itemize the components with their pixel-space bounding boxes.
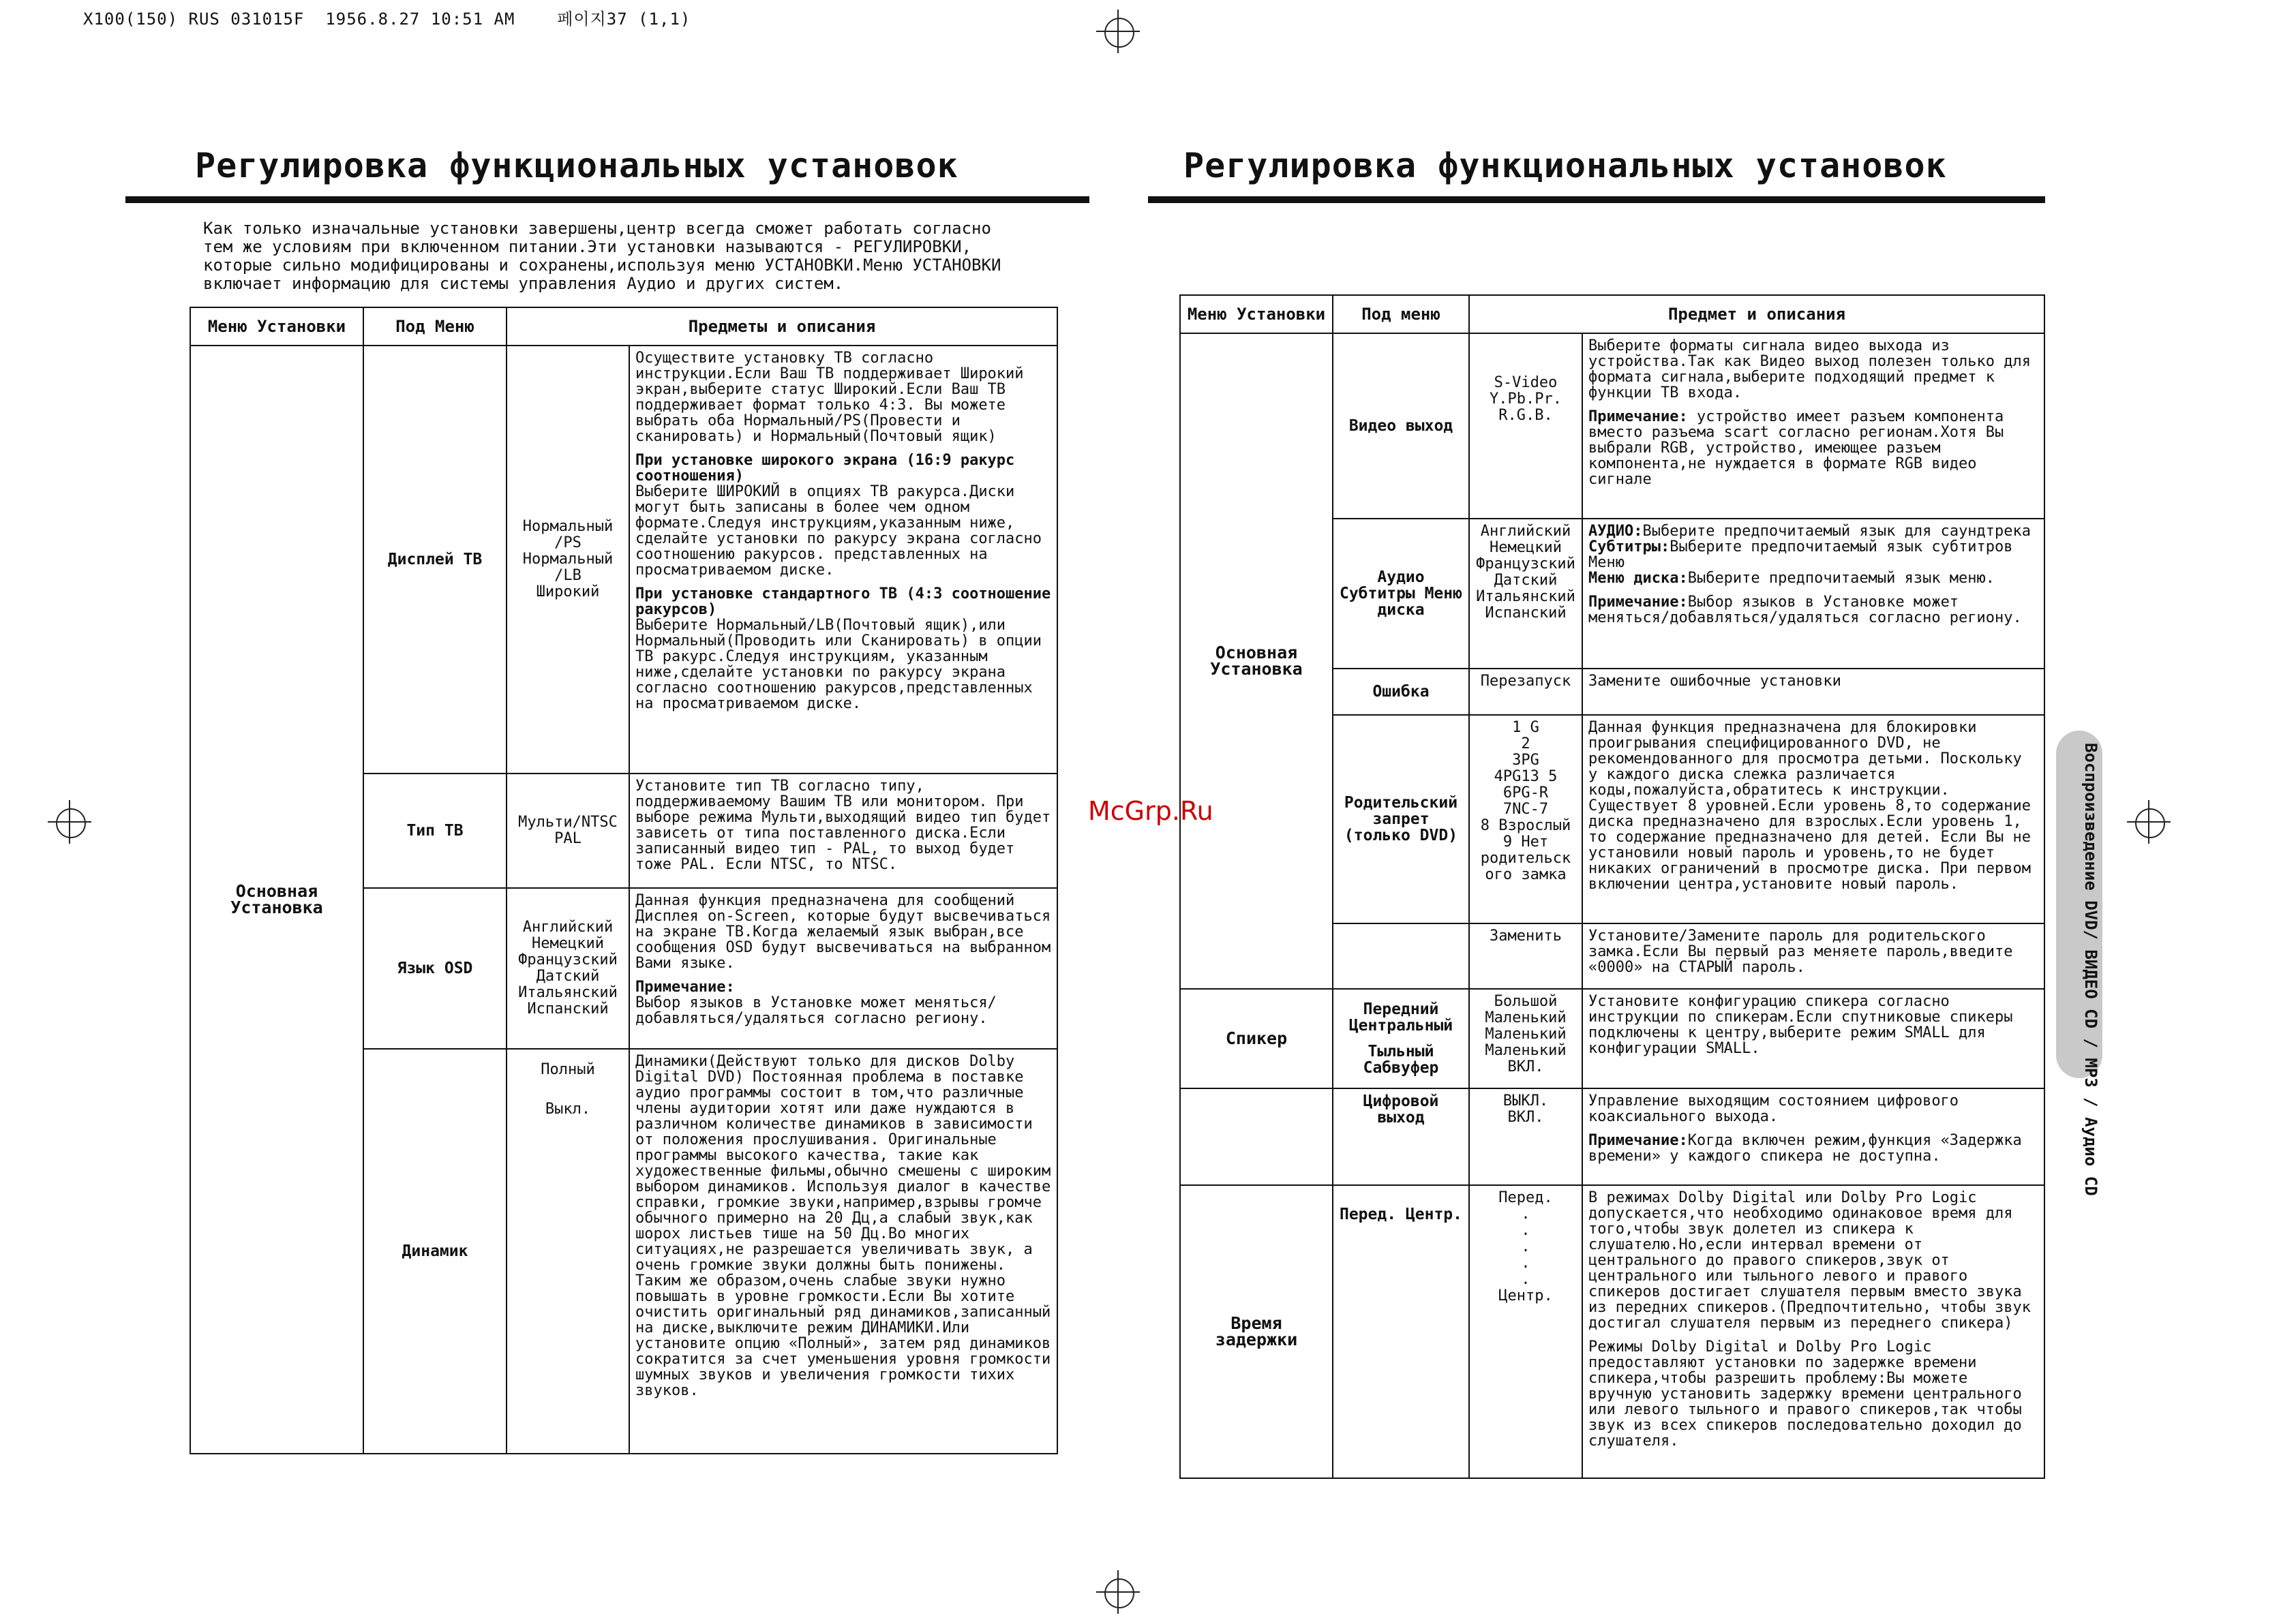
description-text: Выбор языков в Установке может меняться/добавляться/удаляться согласно региону. bbox=[1588, 594, 2022, 626]
description-text: Управление выходящим состоянием цифрового коаксиального выхода. bbox=[1588, 1092, 1959, 1125]
menu-cell: Время задержки bbox=[1180, 1185, 1333, 1478]
description-cell: Установите конфигурацию спикера согласно инструкции по спикерам.Если спутниковые спикеры подключены к центру,выберите режим SMALL для конфигурации SMALL. bbox=[1582, 989, 2044, 1088]
option-value: Маленький bbox=[1485, 1026, 1567, 1043]
description-cell bbox=[1582, 333, 2044, 519]
description-cell: Замените ошибочные установки bbox=[1582, 669, 2044, 715]
col-header-description: Предмет и описания bbox=[1469, 295, 2044, 333]
options-cell: Перезапуск bbox=[1469, 669, 1582, 715]
option-value: S-Video bbox=[1494, 374, 1558, 391]
option-value: Французский bbox=[1476, 555, 1575, 572]
option-value: PAL bbox=[554, 830, 581, 847]
option-value: Большой bbox=[1494, 993, 1558, 1010]
left-title-rule bbox=[125, 196, 1089, 203]
option-value: . bbox=[1521, 1206, 1530, 1223]
description-heading: Субтитры: bbox=[1588, 538, 1670, 555]
description-text: Выберите предпочитаемый язык меню. bbox=[1687, 570, 1995, 587]
option-value: Маленький bbox=[1485, 1042, 1567, 1059]
submenu-cell: Язык OSD bbox=[363, 888, 507, 1049]
left-page-title: Регулировка функциональных установок bbox=[195, 146, 958, 185]
col-header-submenu: Под Меню bbox=[363, 307, 507, 346]
description-text: Осуществите установку ТВ согласно инструкции.Если Ваш ТВ поддерживает Широкий экран,выберите статус Широкий.Если Ваш ТВ поддерживает формат только 4:3. Вы можете выбрать оба Нормальный/PS(Провести и сканировать) и Нормальный(Почтовый ящик) bbox=[635, 350, 1024, 445]
option-value: R.G.B. bbox=[1498, 407, 1553, 424]
submenu-cell bbox=[1333, 923, 1469, 989]
left-settings-table bbox=[190, 307, 1058, 1454]
right-title-rule bbox=[1148, 196, 2045, 203]
option-value: Немецкий bbox=[532, 935, 604, 952]
description-heading: АУДИО: bbox=[1588, 523, 1643, 540]
options-cell bbox=[507, 1049, 629, 1454]
option-spacer bbox=[513, 1078, 623, 1101]
submenu-label: Тыльный Сабвуфер bbox=[1363, 1043, 1439, 1077]
options-cell bbox=[1469, 1185, 1582, 1478]
submenu-cell: Цифровой выход bbox=[1333, 1088, 1469, 1185]
description-cell bbox=[1582, 519, 2044, 669]
intro-line: которые сильно модифицированы и сохранены,используя меню УСТАНОВКИ.Меню УСТАНОВКИ bbox=[203, 256, 1001, 275]
table-row bbox=[1180, 1088, 2044, 1185]
option-value: Итальянский bbox=[1476, 588, 1575, 605]
option-value: родительск bbox=[1480, 850, 1571, 867]
option-value: ого замка bbox=[1485, 866, 1567, 883]
description-text: Установите тип ТВ согласно типу, поддерживаемому Вашим ТВ или монитором. При выборе режима Мульти,выходящий видео тип будет зависеть от типа поставленного диска.Если записанный видео тип - PAL, то выход будет тоже PAL. Если NTSC, то NTSC. bbox=[635, 778, 1051, 873]
right-settings-table bbox=[1179, 294, 2045, 1479]
col-header-submenu: Под меню bbox=[1333, 295, 1469, 333]
print-header: X100(150) RUS 031015F 1956.8.27 10:51 AM 페이지37 (1,1) bbox=[83, 10, 691, 29]
description-heading: При установке широкого экрана (16:9 ракурс соотношения) bbox=[635, 452, 1015, 485]
options-cell bbox=[507, 888, 629, 1049]
option-value: Центр. bbox=[1498, 1287, 1553, 1304]
submenu-cell: Тип ТВ bbox=[363, 774, 507, 888]
submenu-cell: Видео выход bbox=[1333, 333, 1469, 519]
watermark: McGrp.Ru bbox=[1088, 796, 1213, 826]
options-cell bbox=[1469, 333, 1582, 519]
right-page-title: Регулировка функциональных установок bbox=[1183, 146, 1947, 185]
options-cell bbox=[1469, 989, 1582, 1088]
table-row bbox=[1180, 989, 2044, 1088]
description-text: Режимы Dolby Digital и Dolby Pro Logic предоставляют установки по задержке времени спикера,чтобы разрешить проблему:Вы можете вручную установить задержку времени центрального или левого тыльного и правого спикеров,так чтобы звук из всех спикеров последовательно доходил до слушателя. bbox=[1588, 1338, 2022, 1450]
option-value: Перед. bbox=[1498, 1189, 1553, 1206]
option-value: Испанский bbox=[527, 1000, 609, 1017]
option-value: 7NC-7 bbox=[1502, 801, 1549, 818]
description-cell bbox=[629, 774, 1057, 888]
intro-line: Как только изначальные установки завершены,центр всегда сможет работать согласно bbox=[203, 219, 991, 238]
option-value: 8 Взрослый bbox=[1480, 817, 1571, 834]
option-value: . bbox=[1521, 1255, 1530, 1272]
option-value: . bbox=[1521, 1238, 1530, 1255]
menu-cell: Основная Установка bbox=[190, 346, 363, 1454]
options-cell bbox=[1469, 1088, 1582, 1185]
option-value: ВКЛ. bbox=[1507, 1109, 1544, 1126]
intro-line: тем же условиям при включенном питании.Эти установки называются - РЕГУЛИРОВКИ, bbox=[203, 237, 972, 256]
option-value: ВКЛ. bbox=[1507, 1058, 1544, 1075]
section-side-tab bbox=[2056, 731, 2102, 1196]
option-value: 9 Нет bbox=[1502, 833, 1549, 851]
option-value: 6PG-R bbox=[1502, 784, 1549, 801]
option-value: 4PG13 5 bbox=[1494, 768, 1558, 785]
registration-mark-left bbox=[48, 800, 91, 844]
options-cell bbox=[507, 346, 629, 774]
submenu-cell: Динамик bbox=[363, 1049, 507, 1454]
menu-cell: Спикер bbox=[1180, 989, 1333, 1088]
description-text: Когда включен режим,функция «Задержка времени» у каждого спикера не доступна. bbox=[1588, 1132, 2022, 1165]
option-value: ВЫКЛ. bbox=[1502, 1092, 1549, 1110]
description-text: В режимах Dolby Digital или Dolby Pro Logic допускается,что необходимо одинаковое время для того,чтобы звук долетел из спикера к слушателю.Но,если интервал времени от центрального до правого спикеров,звук от центрального или тыльного левого и правого спикеров достигает слушателя первым вместо звука из передних спикеров.(Предпочтительно, чтобы звук достигал слушателя первым из переднего спикера) bbox=[1588, 1189, 2031, 1332]
description-text: устройство имеет разъем компонента вместо разъема scart согласно регионам.Хотя Вы выбрали RGB, устройство, имеющее разъем компонента,не нуждается в формате RGB видео сигнале bbox=[1588, 408, 2004, 488]
col-header-description: Предметы и описания bbox=[507, 307, 1057, 346]
option-value: 3PG bbox=[1512, 752, 1539, 769]
option-value: /PS bbox=[554, 534, 581, 551]
options-cell bbox=[1469, 519, 1582, 669]
registration-mark-right bbox=[2127, 800, 2171, 844]
table-row bbox=[190, 346, 1057, 774]
option-value: Итальянский bbox=[518, 984, 618, 1001]
description-cell: Установите/Замените пароль для родительского замка.Если Вы первый раз меняете пароль,введите «0000» на СТАРЫЙ пароль. bbox=[1582, 923, 2044, 989]
description-text: Выберите ШИРОКИЙ в опциях ТВ ракурса.Диски могут быть записаны в более чем одном формате.Следуя инструкциям,указанным ниже, сделайте установки по ракурсу экрана согласно соотношению ракурсов. представленных на просматриваемом диске. bbox=[635, 483, 1042, 579]
registration-mark-bottom bbox=[1096, 1570, 1140, 1614]
option-value: 2 bbox=[1521, 735, 1530, 752]
option-value: Нормальный bbox=[522, 551, 614, 568]
submenu-label: Передний Центральный bbox=[1348, 1000, 1453, 1035]
description-cell bbox=[629, 1049, 1057, 1454]
side-tab-label: Воспроизведение DVD/ ВИДЕО CD / MP3 / Аудио CD bbox=[2081, 743, 2100, 1196]
menu-cell-empty bbox=[1180, 1088, 1333, 1185]
option-value: Датский bbox=[536, 968, 600, 985]
option-value: Мульти/NTSC bbox=[518, 814, 618, 831]
option-value: Английский bbox=[1480, 523, 1571, 540]
description-text: Данная функция предназначена для сообщений Дисплея on-Screen, которые будут высвечиваться на экране ТВ.Когда желаемый язык выбран,все сообщения OSD будут высвечиваться на выбранном Вами языке. bbox=[635, 892, 1051, 972]
option-value: Маленький bbox=[1485, 1009, 1567, 1026]
options-cell bbox=[1469, 715, 1582, 923]
option-value: . bbox=[1521, 1271, 1530, 1288]
option-value: Испанский bbox=[1485, 605, 1567, 622]
intro-paragraph bbox=[203, 219, 1048, 293]
option-value: Выкл. bbox=[545, 1101, 591, 1118]
menu-cell: Основная Установка bbox=[1180, 333, 1333, 989]
table-row bbox=[1180, 1185, 2044, 1478]
description-text: Выберите Нормальный/LB(Почтовый ящик),или Нормальный(Проводить или Сканировать) в опции ТВ ракурс.Следуя инструкциям, указанным ниже,сделайте установки по ракурсу экрана согласно соотношению ракурсов,представленных на просматриваемом диске. bbox=[635, 617, 1042, 712]
option-value: Французский bbox=[518, 951, 618, 968]
description-cell bbox=[629, 346, 1057, 774]
description-cell bbox=[629, 888, 1057, 1049]
note-label: Примечание: bbox=[1588, 1132, 1688, 1149]
col-header-menu: Меню Установки bbox=[190, 307, 363, 346]
submenu-cell: Перед. Центр. bbox=[1333, 1185, 1469, 1478]
intro-line: включает информацию для системы управления Аудио и других систем. bbox=[203, 274, 844, 293]
note-label: Примечание: bbox=[635, 979, 735, 996]
option-value: Нормальный bbox=[522, 518, 614, 535]
description-heading: Меню диска: bbox=[1588, 570, 1688, 587]
option-value: . bbox=[1521, 1222, 1530, 1239]
option-value: Широкий bbox=[536, 583, 600, 600]
submenu-cell bbox=[1333, 989, 1469, 1088]
description-cell bbox=[1582, 1185, 2044, 1478]
option-value: Датский bbox=[1494, 572, 1558, 589]
option-value: Английский bbox=[522, 919, 614, 936]
option-value: Немецкий bbox=[1490, 539, 1562, 556]
option-value: 1 G bbox=[1512, 719, 1539, 736]
description-text: Выбор языков в Установке может меняться/ добавляться/удаляться согласно региону. bbox=[635, 994, 997, 1027]
submenu-cell: Аудио Субтитры Меню диска bbox=[1333, 519, 1469, 669]
description-text: Выберите форматы сигнала видео выхода из устройства.Так как Видео выход полезен только для формата сигнала,выберите подходящий предмет к функции ТВ входа. bbox=[1588, 337, 2031, 401]
description-text: Выберите предпочитаемый язык субтитров Меню bbox=[1588, 538, 2013, 571]
description-cell: Данная функция предназначена для блокировки проигрывания специфицированного DVD, не рекомендованного для просмотра детьми. Поскольку у каждого диска слежка различается коды,пожалуйста,обратитесь к инструкции. Существует 8 уровней.Если уровень 8,то содержание диска предназначено для взрослых.Если уровень 1, то содержание предназначено для детей. Если Вы не установили новый пароль и уровень,то не будет никаких ограничений в просмотре диска. При первом включении центра,установите новый пароль. bbox=[1582, 715, 2044, 923]
registration-mark-top bbox=[1096, 10, 1140, 53]
options-cell: Заменить bbox=[1469, 923, 1582, 989]
options-cell bbox=[507, 774, 629, 888]
submenu-cell: Ошибка bbox=[1333, 669, 1469, 715]
option-value: Полный bbox=[541, 1061, 595, 1078]
description-text: Динамики(Действуют только для дисков Dolby Digital DVD) Постоянная проблема в поставке аудио программы состоит в том,что различные члены аудитории хотят или даже нуждаются в различном количестве динамиков в зависимости от положения прослушивания. Оригинальные программы высокого качества, такие как художественные фильмы,обычно смешены с широким выбором динамиков. Используя диалог в качестве справки, громкие звуки,например,взрывы громче обычного примерно на 20 Дц,а слабый звук,как шорох листьев тише на 50 Дц.Во многих ситуациях,не разрешается увеличивать звук, а очень громкие звуки должны быть понижены. Таким же образом,очень слабые звуки нужно повышать в уровне громкости.Если Вы хотите очистить оригинальный ряд динамиков,записанный на диске,выключите режим ДИНАМИКИ.Или установите опцию «Полный», затем ряд динамиков сократится за счет уменьшения уровня громкости шумных звуков и увеличения громкости тихих звуков. bbox=[635, 1053, 1051, 1399]
option-value: /LB bbox=[554, 567, 581, 584]
table-row bbox=[1180, 333, 2044, 519]
description-cell bbox=[1582, 1088, 2044, 1185]
submenu-cell: Родительский запрет (только DVD) bbox=[1333, 715, 1469, 923]
submenu-cell: Дисплей ТВ bbox=[363, 346, 507, 774]
note-label: Примечание: bbox=[1588, 594, 1688, 611]
note-label: Примечание: bbox=[1588, 408, 1688, 425]
option-value: Y.Pb.Pr. bbox=[1490, 391, 1562, 408]
col-header-menu: Меню Установки bbox=[1180, 295, 1333, 333]
description-heading: При установке стандартного ТВ (4:3 соотношение ракурсов) bbox=[635, 585, 1051, 618]
description-text: Выберите предпочитаемый язык для саундтрека bbox=[1642, 523, 2031, 540]
